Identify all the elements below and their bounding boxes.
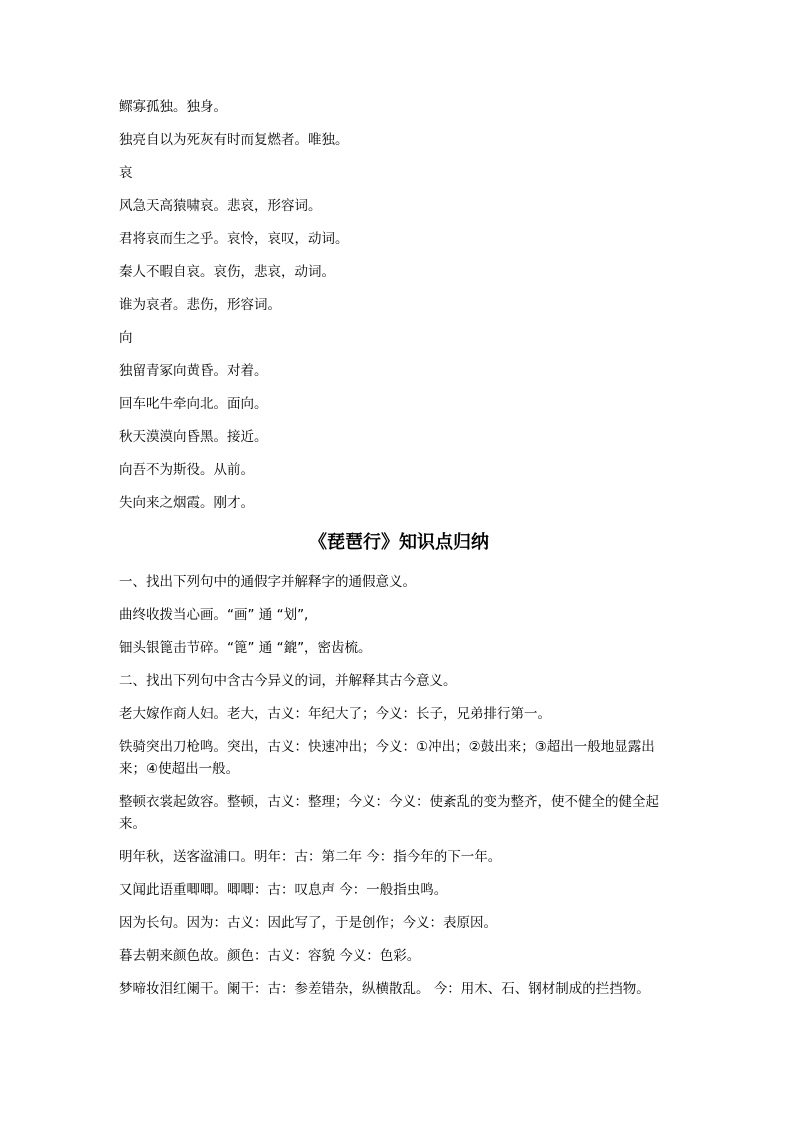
text-line: 又闻此语重唧唧。唧唧：古：叹息声 今：一般指虫鸣。 [119, 882, 448, 898]
notes-block-1 [119, 96, 679, 514]
text-line: 谁为哀者。悲伤，形容词。 [119, 297, 281, 313]
question-heading: 二、找出下列句中含古今异义的词，并解释其古今意义。 [119, 673, 457, 689]
text-line: 明年秋，送客湓浦口。明年：古：第二年 今：指今年的下一年。 [119, 849, 502, 865]
text-line: 风急天高猿啸哀。悲哀，形容词。 [119, 198, 322, 214]
term-heading: 向 [119, 330, 133, 346]
text-line: 向吾不为斯役。从前。 [119, 462, 254, 478]
term-heading: 哀 [119, 165, 133, 181]
text-line: 曲终收拨当心画。“画” 通 “划”, [119, 607, 309, 623]
text-line: 鳏寡孤独。独身。 [119, 99, 227, 115]
text-line: 因为长句。因为：古义：因此写了，于是创作；今义：表原因。 [119, 915, 497, 931]
text-line: 钿头银篦击节碎。“篦” 通 “鎞”，密齿梳。 [119, 640, 372, 656]
text-line: 整顿衣裳起敛容。整顿，古义：整理；今义：今义：使紊乱的变为整齐，使不健全的健全起来。 [119, 794, 659, 832]
text-line: 秦人不暇自哀。哀伤，悲哀，动词。 [119, 264, 335, 280]
document-page [119, 96, 679, 1011]
section-title: 《琵琶行》知识点归纳 [309, 532, 489, 553]
text-line: 回车叱牛牵向北。面向。 [119, 396, 268, 412]
text-line: 梦啼妆泪红阑干。阑干：古：参差错杂，纵横散乱。 今：用木、石、钢材制成的拦挡物。 [119, 981, 650, 997]
text-line: 暮去朝来颜色故。颜色：古义：容貌 今义：色彩。 [119, 948, 421, 964]
text-line: 铁骑突出刀枪鸣。突出，古义：快速冲出；今义：①冲出；②鼓出来；③超出一般地显露出来；④使超出一般。 [119, 739, 655, 777]
question-heading: 一、找出下列句中的通假字并解释字的通假意义。 [119, 574, 416, 590]
text-line: 老大嫁作商人妇。老大，古义：年纪大了；今义：长子，兄弟排行第一。 [119, 706, 551, 722]
text-line: 独亮自以为死灰有时而复燃者。唯独。 [119, 132, 349, 148]
text-line: 失向来之烟霞。刚才。 [119, 495, 254, 511]
text-line: 秋天漠漠向昏黑。接近。 [119, 429, 268, 445]
text-line: 君将哀而生之乎。哀怜，哀叹，动词。 [119, 231, 349, 247]
text-line: 独留青冢向黄昏。对着。 [119, 363, 268, 379]
notes-block-2 [119, 571, 679, 1000]
